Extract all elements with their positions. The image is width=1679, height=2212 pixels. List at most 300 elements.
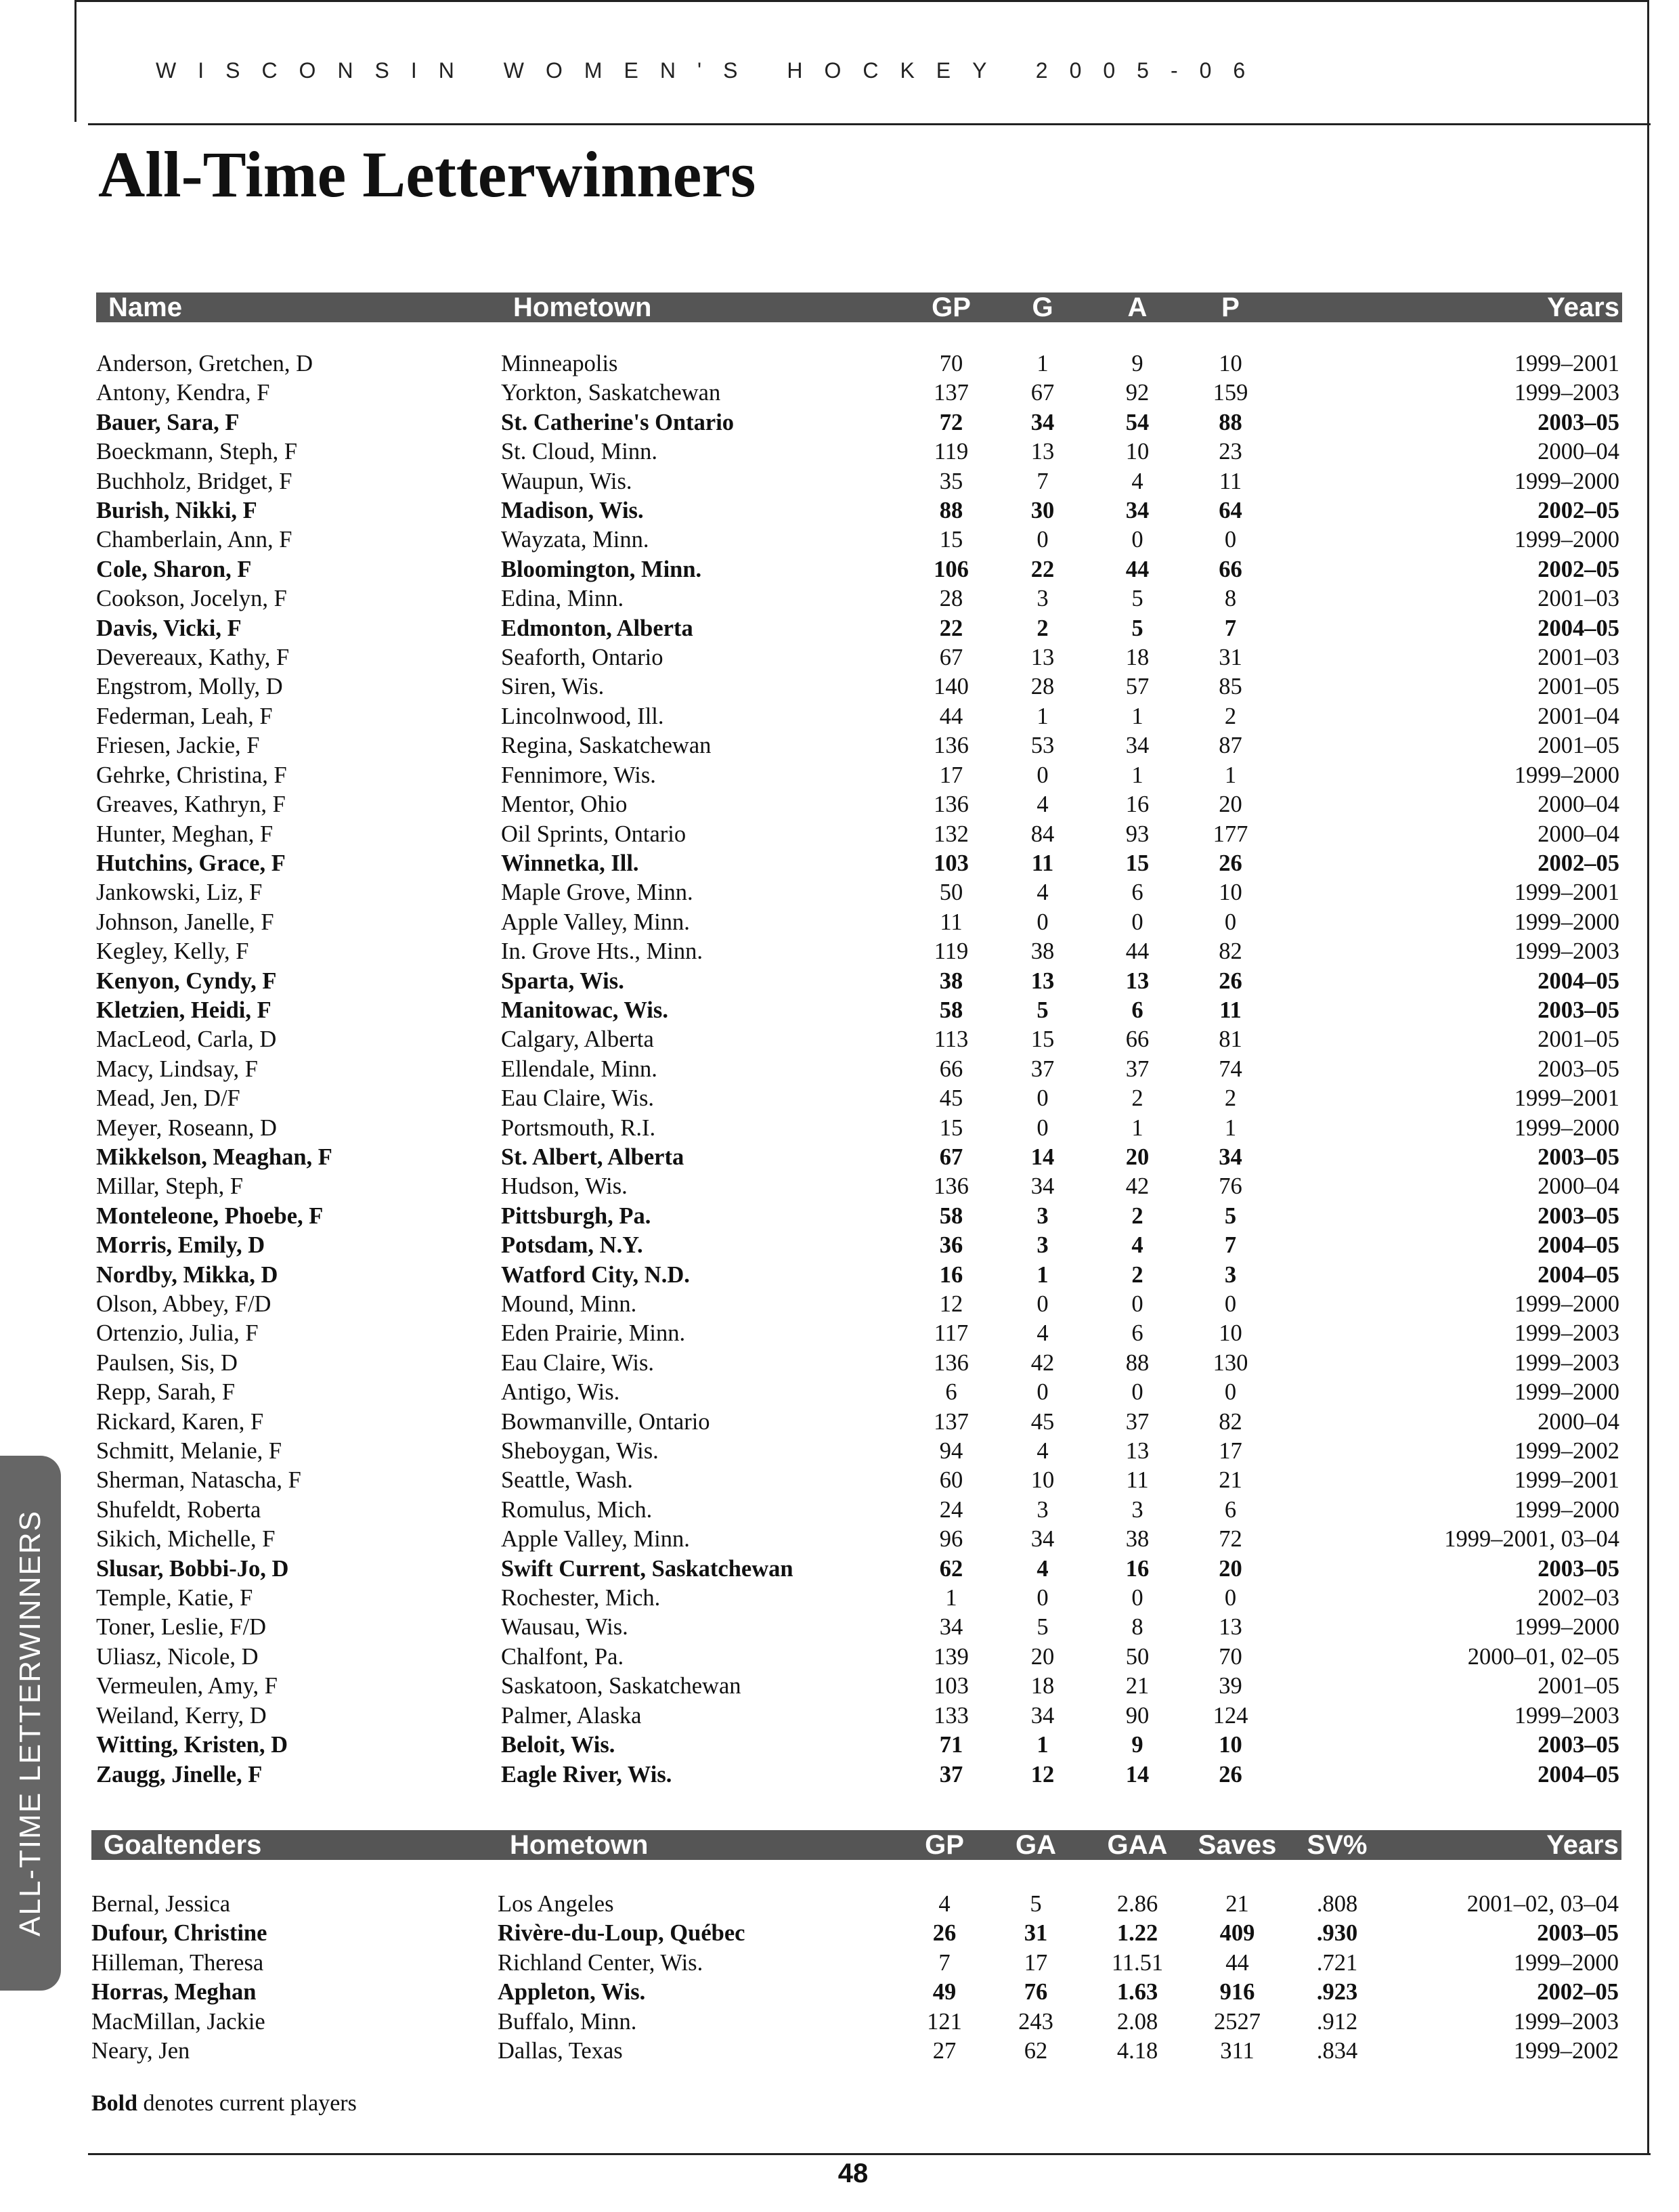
goalie-name: Hilleman, Theresa [91,1949,264,1976]
stat-saves: 409 [1219,1920,1255,1946]
player-name: Buchholz, Bridget, F [96,468,292,494]
goalie-name: Bernal, Jessica [91,1890,231,1917]
stat-p: 10 [1219,1320,1242,1347]
player-years: 2003–05 [1538,409,1619,435]
player-years: 1999–2003 [1514,1320,1619,1347]
stat-a: 37 [1125,1056,1150,1082]
stat-gp: 133 [934,1702,969,1729]
stat-p: 0 [1224,1585,1237,1611]
player-hometown: Winnetka, Ill. [501,850,639,876]
table-row [96,643,1622,672]
player-hometown: St. Catherine's Ontario [501,409,735,435]
bold-legend [91,2091,357,2117]
stat-a: 4 [1131,468,1143,494]
stat-a: 6 [1131,880,1143,906]
stat-g: 0 [1037,909,1049,935]
stat-g: 18 [1030,1673,1055,1699]
player-name: Chamberlain, Ann, F [96,527,292,553]
stat-a: 13 [1125,968,1150,994]
player-name: Weiland, Kerry, D [96,1702,267,1729]
goalie-name: Neary, Jen [91,2038,190,2064]
goalie-name: MacMillan, Jackie [91,2008,265,2035]
player-name: Morris, Emily, D [96,1232,265,1259]
player-years: 2001–05 [1538,1673,1619,1699]
stat-g: 67 [1030,380,1055,406]
stat-p: 87 [1219,733,1242,759]
stat-gp: 88 [939,498,963,524]
col-header-name: Name [96,292,501,322]
letterwinners-table [96,292,1622,1790]
player-hometown: Wayzata, Minn. [501,527,649,553]
table-row [96,1231,1622,1260]
player-name: MacLeod, Carla, D [96,1026,277,1053]
player-name: Cole, Sharon, F [96,556,252,582]
stat-p: 85 [1219,674,1242,700]
player-name: Macy, Lindsay, F [96,1056,258,1082]
table-row [96,1143,1622,1172]
stat-p: 11 [1219,468,1242,494]
stat-gp: 15 [939,527,963,553]
player-name: Temple, Katie, F [96,1585,253,1611]
table-row [96,1290,1622,1319]
player-hometown: Swift Current, Saskatchewan [501,1555,793,1582]
goalie-hometown: Rivère-du-Loup, Québec [498,1920,745,1946]
table-row [96,761,1622,790]
stat-p: 31 [1219,645,1242,671]
table-row [96,878,1622,907]
table-row [96,1466,1622,1495]
stat-p: 82 [1219,938,1242,965]
stat-g: 10 [1030,1467,1055,1494]
table-row [96,1378,1622,1407]
player-years: 2001–05 [1538,733,1619,759]
player-name: Nordby, Mikka, D [96,1261,278,1288]
stat-a: 0 [1131,1291,1143,1317]
stat-gp: 140 [934,674,969,700]
player-years: 2000–01, 02–05 [1467,1643,1619,1670]
player-years: 2003–05 [1538,1056,1619,1082]
stat-gp: 103 [934,850,969,876]
stat-g: 3 [1037,1202,1049,1229]
table-row [96,1731,1622,1760]
stat-a: 8 [1131,1614,1143,1641]
player-hometown: Lincolnwood, Ill. [501,703,664,729]
player-hometown: Romulus, Mich. [501,1496,653,1523]
stat-gaa: 11.51 [1111,1949,1164,1976]
table-row [96,1437,1622,1466]
stat-g: 4 [1037,1555,1049,1582]
stat-gaa: 1.22 [1116,1920,1158,1946]
player-years: 2001–05 [1538,674,1619,700]
stat-ga: 243 [1018,2008,1053,2035]
player-name: Antony, Kendra, F [96,380,270,406]
col-header-years: Years [1388,1830,1621,1860]
player-years: 1999–2001 [1514,351,1619,376]
table-row [96,1760,1622,1790]
stat-p: 5 [1224,1202,1237,1229]
player-hometown: Potsdam, N.Y. [501,1232,643,1259]
stat-ga: 62 [1024,2038,1048,2064]
stat-a: 34 [1125,498,1150,524]
stat-g: 13 [1030,439,1055,465]
stat-g: 42 [1030,1349,1055,1376]
player-hometown: Eau Claire, Wis. [501,1349,655,1376]
table-row [96,467,1622,496]
player-years: 2002–05 [1538,850,1619,876]
player-name: Uliasz, Nicole, D [96,1643,259,1670]
stat-g: 0 [1037,1379,1049,1406]
col-header-goaltenders: Goaltenders [91,1830,498,1860]
stat-gp: 70 [939,351,963,376]
stat-g: 5 [1037,1614,1049,1641]
goalie-years: 2003–05 [1537,1920,1619,1946]
stat-a: 16 [1125,791,1150,818]
stat-gaa: 2.86 [1116,1890,1158,1917]
stat-ga: 76 [1024,1979,1048,2005]
stat-gp: 58 [939,1202,963,1229]
goalie-years: 2001–02, 03–04 [1466,1890,1619,1917]
table-row [96,378,1622,408]
player-name: Kegley, Kelly, F [96,938,249,965]
player-hometown: Eau Claire, Wis. [501,1085,655,1112]
player-hometown: Seaforth, Ontario [501,645,663,671]
stat-gp: 4 [938,1890,951,1917]
table-row [96,584,1622,613]
player-hometown: Hudson, Wis. [501,1173,628,1200]
header-rule [88,123,1651,125]
stat-p: 81 [1219,1026,1242,1053]
stat-g: 34 [1030,1173,1055,1200]
stat-svpct: .721 [1316,1949,1358,1976]
player-hometown: Apple Valley, Minn. [501,909,690,935]
stat-gp: 37 [939,1761,963,1787]
spacer-cell [91,1860,1621,1890]
goalie-hometown: Richland Center, Wis. [498,1949,703,1976]
top-border-rule [74,0,1649,2]
player-years: 1999–2000 [1514,762,1619,788]
player-hometown: Fennimore, Wis. [501,762,656,788]
stat-gp: 136 [934,1173,969,1200]
stat-g: 0 [1037,1585,1049,1611]
stat-g: 30 [1030,498,1055,524]
goalie-name: Dufour, Christine [91,1920,267,1946]
player-years: 1999–2001 [1514,880,1619,906]
stat-gp: 137 [934,380,969,406]
stat-g: 1 [1037,703,1049,729]
table-row [96,820,1622,849]
stat-p: 74 [1219,1056,1242,1082]
player-hometown: Portsmouth, R.I. [501,1114,656,1141]
stat-p: 7 [1224,615,1237,641]
stat-p: 39 [1219,1673,1242,1699]
page-number: 48 [837,2159,869,2188]
player-name: Vermeulen, Amy, F [96,1673,278,1699]
stat-gp: 121 [927,2008,962,2035]
player-name: Johnson, Janelle, F [96,909,274,935]
stat-gaa: 1.63 [1116,1979,1158,2005]
player-years: 2003–05 [1538,997,1619,1023]
stat-a: 20 [1125,1144,1150,1170]
stat-p: 72 [1219,1526,1242,1553]
player-years: 2002–05 [1538,498,1619,524]
player-years: 1999–2003 [1514,1349,1619,1376]
stat-gp: 49 [932,1979,957,2005]
player-hometown: St. Albert, Alberta [501,1144,684,1170]
col-header-gp: GP [907,292,995,322]
stat-svpct: .808 [1316,1890,1358,1917]
stat-g: 0 [1037,1114,1049,1141]
table-row [96,349,1622,378]
stat-p: 8 [1224,586,1237,612]
stat-gp: 11 [940,909,963,935]
col-header-a: A [1090,292,1185,322]
stat-a: 13 [1125,1438,1150,1465]
stat-gp: 139 [934,1643,969,1670]
stat-g: 53 [1030,733,1055,759]
player-years: 2000–04 [1538,821,1619,847]
stat-p: 88 [1219,409,1242,435]
table-row [96,437,1622,467]
player-years: 2000–04 [1538,791,1619,818]
player-years: 1999–2001 [1514,1085,1619,1112]
stat-p: 20 [1219,1555,1242,1582]
stat-g: 34 [1030,1702,1055,1729]
player-hometown: Palmer, Alaska [501,1702,642,1729]
player-hometown: Sheboygan, Wis. [501,1438,659,1465]
stat-gp: 113 [934,1026,969,1053]
stat-g: 0 [1037,762,1049,788]
stat-g: 0 [1037,1085,1049,1112]
legend-bold-word: Bold [91,2091,138,2116]
stat-p: 17 [1219,1438,1242,1465]
table-row [96,731,1622,760]
stat-saves: 2527 [1214,2008,1261,2035]
spacer-row [91,1860,1621,1890]
goalie-hometown: Dallas, Texas [498,2038,623,2064]
stat-p: 23 [1219,439,1242,465]
stat-saves: 21 [1225,1890,1249,1917]
player-years: 2002–03 [1538,1585,1619,1611]
stat-a: 44 [1125,938,1150,965]
player-name: Hunter, Meghan, F [96,821,274,847]
player-years: 2004–05 [1538,1261,1619,1288]
player-hometown: Maple Grove, Minn. [501,880,693,906]
stat-gp: 6 [945,1379,957,1406]
stat-gp: 45 [939,1085,963,1112]
section-side-tab [0,1456,61,1991]
stat-gp: 106 [934,556,969,582]
stat-gp: 38 [939,968,963,994]
table-row [96,1525,1622,1554]
goalie-years: 1999–2000 [1513,1949,1619,1976]
table-row [96,996,1622,1025]
stat-g: 37 [1030,1056,1055,1082]
stat-p: 6 [1224,1496,1237,1523]
stat-gp: 119 [934,938,969,965]
stat-g: 13 [1030,645,1055,671]
player-hometown: Bowmanville, Ontario [501,1408,710,1435]
col-header-saves: Saves [1188,1830,1286,1860]
stat-svpct: .912 [1316,2008,1358,2035]
player-name: Sikich, Michelle, F [96,1526,276,1553]
goaltenders-body [91,1860,1621,2066]
stat-g: 84 [1030,821,1055,847]
stat-g: 4 [1037,1320,1049,1347]
stat-gp: 12 [939,1291,963,1317]
player-years: 1999–2002 [1514,1438,1619,1465]
stat-g: 45 [1030,1408,1055,1435]
player-name: Engstrom, Molly, D [96,674,283,700]
table-row [96,1672,1622,1701]
table-row [91,1978,1621,2008]
table-row [96,525,1622,555]
stat-a: 9 [1131,351,1143,376]
player-name: Ortenzio, Julia, F [96,1320,259,1347]
stat-gp: 7 [938,1949,951,1976]
footer-rule [88,2153,1651,2155]
player-hometown: Waupun, Wis. [501,468,632,494]
player-years: 1999–2000 [1514,1114,1619,1141]
stat-svpct: .923 [1316,1979,1358,2005]
stat-p: 0 [1224,1379,1237,1406]
stat-a: 1 [1131,1114,1143,1141]
player-name: Anderson, Gretchen, D [96,351,313,376]
stat-p: 11 [1219,997,1242,1023]
player-years: 1999–2003 [1514,380,1619,406]
stat-gp: 16 [939,1261,963,1288]
stat-g: 1 [1037,351,1049,376]
col-header-hometown: Hometown [498,1830,904,1860]
stat-p: 34 [1219,1144,1242,1170]
stat-p: 26 [1219,968,1242,994]
stat-gp: 44 [939,703,963,729]
table-row [96,702,1622,731]
player-years: 1999–2000 [1514,1291,1619,1317]
player-name: Zaugg, Jinelle, F [96,1761,263,1787]
stat-a: 10 [1125,439,1150,465]
player-years: 2001–03 [1538,586,1619,612]
stat-gp: 66 [939,1056,963,1082]
player-name: Burish, Nikki, F [96,498,257,524]
stat-a: 1 [1131,762,1143,788]
player-years: 2004–05 [1538,615,1619,641]
stat-gp: 27 [932,2038,957,2064]
stat-svpct: .834 [1316,2038,1358,2064]
stat-p: 0 [1224,909,1237,935]
stat-a: 9 [1131,1732,1143,1758]
stat-p: 124 [1213,1702,1248,1729]
player-years: 2003–05 [1538,1202,1619,1229]
player-hometown: Sparta, Wis. [501,968,624,994]
goaltenders-header-row [91,1830,1621,1860]
table-row [96,1408,1622,1437]
stat-gaa: 2.08 [1116,2008,1158,2035]
stat-g: 11 [1031,850,1054,876]
table-row [96,1555,1622,1584]
running-head: WISCONSIN WOMEN'S HOCKEY 2005-06 [156,58,1267,83]
player-years: 1999–2000 [1514,1496,1619,1523]
player-name: Gehrke, Christina, F [96,762,287,788]
stat-p: 26 [1219,850,1242,876]
stat-g: 7 [1037,468,1049,494]
table-row [96,555,1622,584]
stat-a: 44 [1125,556,1150,582]
table-row [96,1261,1622,1290]
stat-a: 0 [1131,1585,1143,1611]
stat-g: 34 [1030,1526,1055,1553]
player-hometown: St. Cloud, Minn. [501,439,658,465]
stat-g: 4 [1037,791,1049,818]
player-years: 1999–2001, 03–04 [1444,1526,1619,1553]
table-row [96,1114,1622,1143]
stat-a: 6 [1131,1320,1143,1347]
player-hometown: Apple Valley, Minn. [501,1526,690,1553]
player-hometown: Calgary, Alberta [501,1026,654,1053]
player-hometown: Wausau, Wis. [501,1614,628,1641]
stat-p: 64 [1219,498,1242,524]
player-hometown: Mound, Minn. [501,1291,637,1317]
stat-p: 20 [1219,791,1242,818]
col-header-gaa: GAA [1087,1830,1188,1860]
col-header-years: Years [1276,292,1622,322]
stat-g: 4 [1037,880,1049,906]
stat-a: 92 [1125,380,1150,406]
table-row [96,1701,1622,1731]
stat-gp: 36 [939,1232,963,1259]
player-name: Devereaux, Kathy, F [96,645,290,671]
player-name: Bauer, Sara, F [96,409,240,435]
stat-p: 177 [1213,821,1248,847]
stat-gp: 132 [934,821,969,847]
player-hometown: Edina, Minn. [501,586,624,612]
stat-gp: 67 [939,645,963,671]
stat-a: 15 [1125,850,1150,876]
player-years: 2000–04 [1538,1408,1619,1435]
stat-gp: 137 [934,1408,969,1435]
table-row [91,2008,1621,2037]
stat-p: 0 [1224,1291,1237,1317]
player-years: 1999–2001 [1514,1467,1619,1494]
player-name: Kenyon, Cyndy, F [96,968,277,994]
player-hometown: Pittsburgh, Pa. [501,1202,651,1229]
table-row [96,849,1622,878]
stat-gp: 34 [939,1614,963,1641]
goalie-name: Horras, Meghan [91,1979,257,2005]
player-name: Sherman, Natascha, F [96,1467,301,1494]
player-years: 1999–2000 [1514,1379,1619,1406]
player-years: 2003–05 [1538,1144,1619,1170]
stat-gp: 96 [939,1526,963,1553]
player-name: Millar, Steph, F [96,1173,244,1200]
player-years: 2004–05 [1538,968,1619,994]
stat-g: 3 [1037,1232,1049,1259]
player-years: 1999–2000 [1514,527,1619,553]
player-hometown: Beloit, Wis. [501,1732,615,1758]
stat-p: 76 [1219,1173,1242,1200]
table-row [91,1890,1621,1920]
player-hometown: Regina, Saskatchewan [501,733,712,759]
player-name: Paulsen, Sis, D [96,1349,238,1376]
stat-g: 28 [1030,674,1055,700]
stat-a: 5 [1131,586,1143,612]
player-name: Jankowski, Liz, F [96,880,263,906]
player-name: Davis, Vicki, F [96,615,242,641]
table-row [96,496,1622,525]
stat-g: 15 [1030,1026,1055,1053]
stat-svpct: .930 [1316,1920,1358,1946]
stat-gp: 136 [934,1349,969,1376]
player-hometown: Chalfont, Pa. [501,1643,624,1670]
